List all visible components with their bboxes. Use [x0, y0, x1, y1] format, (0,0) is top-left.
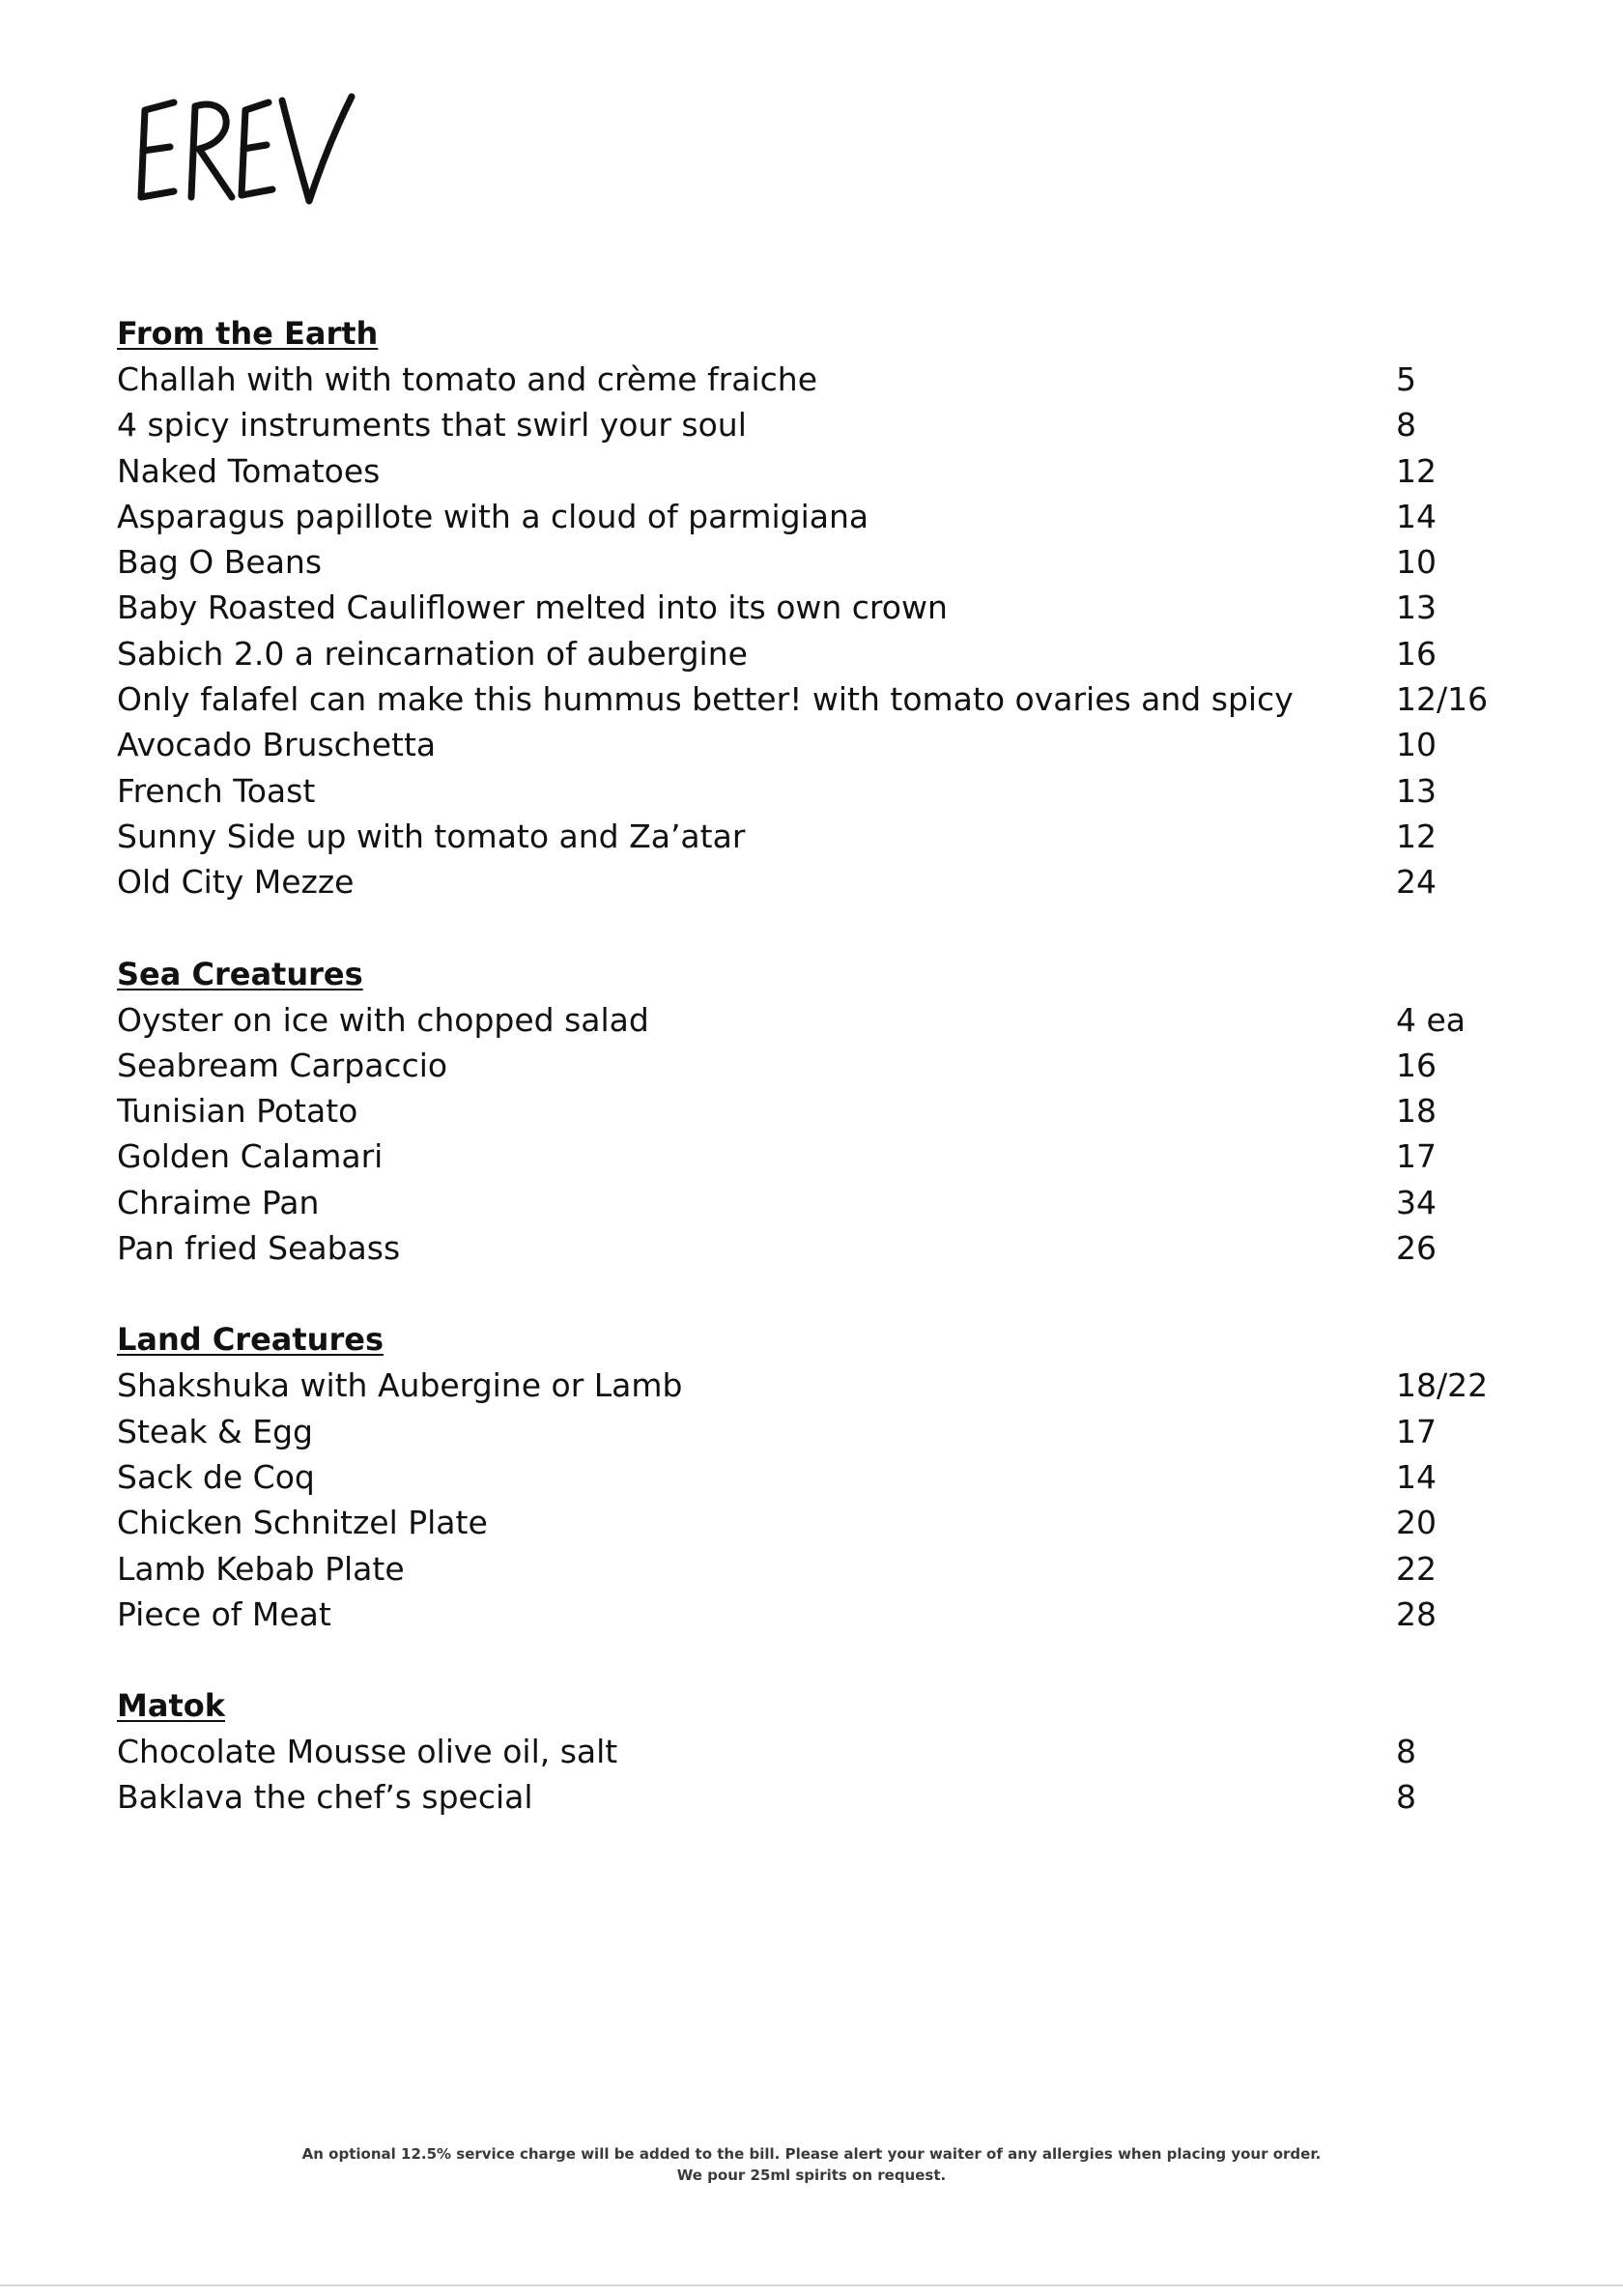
item-price: 8 — [1396, 406, 1416, 445]
item-name: Pan fried Seabass — [117, 1229, 401, 1268]
item-name: Chicken Schnitzel Plate — [117, 1504, 488, 1542]
item-price: 26 — [1396, 1229, 1437, 1268]
item-name: Sabich 2.0 a reincarnation of aubergine — [117, 634, 748, 673]
menu-item — [117, 814, 1508, 859]
menu-item — [117, 1409, 1508, 1454]
section-title: From the Earth — [117, 315, 379, 352]
item-price: 12 — [1396, 451, 1437, 490]
section-title: Sea Creatures — [117, 955, 363, 992]
section-title: Land Creatures — [117, 1321, 384, 1359]
menu-item — [117, 1774, 1508, 1820]
item-price: 22 — [1396, 1549, 1437, 1588]
item-name: Asparagus papillote with a cloud of parmigiana — [117, 497, 869, 535]
item-name: Shakshuka with Aubergine or Lamb — [117, 1366, 683, 1405]
item-price: 18/22 — [1396, 1366, 1489, 1405]
item-name: Golden Calamari — [117, 1137, 384, 1176]
item-price: 12/16 — [1396, 680, 1489, 719]
menu-item — [117, 1454, 1508, 1500]
item-name: French Toast — [117, 771, 316, 810]
item-price: 20 — [1396, 1504, 1437, 1542]
menu-item — [117, 448, 1508, 494]
menu-section-land-creatures — [117, 1317, 1508, 1637]
item-price: 24 — [1396, 863, 1437, 902]
item-price: 8 — [1396, 1733, 1416, 1771]
item-name: Only falafel can make this hummus better! with tomato ovaries and spicy — [117, 680, 1294, 719]
item-name: Piece of Meat — [117, 1594, 331, 1633]
menu-item — [117, 1134, 1508, 1179]
item-name: Tunisian Potato — [117, 1092, 358, 1131]
item-price: 17 — [1396, 1137, 1437, 1176]
menu-section-sea-creatures — [117, 952, 1508, 1272]
menu-item — [117, 997, 1508, 1043]
item-name: 4 spicy instruments that swirl your soul — [117, 406, 747, 445]
menu-item — [117, 1500, 1508, 1545]
menu-item — [117, 402, 1508, 447]
menu-item — [117, 768, 1508, 814]
logo-lettering — [131, 89, 363, 215]
item-price: 13 — [1396, 588, 1437, 627]
menu-item — [117, 1225, 1508, 1271]
item-price: 14 — [1396, 497, 1437, 535]
menu-section-matok — [117, 1683, 1508, 1821]
item-price: 18 — [1396, 1092, 1437, 1131]
menu — [117, 311, 1508, 1867]
menu-item — [117, 585, 1508, 630]
menu-item — [117, 859, 1508, 904]
menu-item — [117, 1363, 1508, 1408]
menu-item — [117, 357, 1508, 402]
item-name: Steak & Egg — [117, 1412, 313, 1450]
item-price: 8 — [1396, 1778, 1416, 1817]
item-price: 5 — [1396, 360, 1416, 398]
item-price: 10 — [1396, 543, 1437, 582]
menu-item — [117, 1043, 1508, 1088]
item-name: Naked Tomatoes — [117, 451, 381, 490]
page-bottom-border — [0, 2284, 1623, 2286]
item-price: 10 — [1396, 726, 1437, 764]
menu-item — [117, 1088, 1508, 1134]
item-price: 16 — [1396, 1046, 1437, 1084]
item-price: 28 — [1396, 1594, 1437, 1633]
item-price: 13 — [1396, 771, 1437, 810]
item-name: Chocolate Mousse olive oil, salt — [117, 1733, 618, 1771]
spirits-note: We pour 25ml spirits on request. — [676, 2167, 947, 2184]
item-price: 4 ea — [1396, 1000, 1466, 1039]
item-price: 17 — [1396, 1412, 1437, 1450]
item-price: 16 — [1396, 634, 1437, 673]
item-name: Lamb Kebab Plate — [117, 1549, 405, 1588]
item-name: Chraime Pan — [117, 1183, 320, 1221]
item-name: Old City Mezze — [117, 863, 355, 902]
menu-section-from-the-earth — [117, 311, 1508, 905]
item-name: Baklava the chef’s special — [117, 1778, 533, 1817]
item-name: Challah with with tomato and crème fraiche — [117, 360, 818, 398]
menu-item — [117, 1729, 1508, 1774]
item-price: 34 — [1396, 1183, 1437, 1221]
item-name: Seabream Carpaccio — [117, 1046, 448, 1084]
menu-item — [117, 1592, 1508, 1637]
menu-item — [117, 676, 1508, 722]
footer-note — [0, 2143, 1623, 2186]
menu-item — [117, 631, 1508, 676]
menu-item — [117, 494, 1508, 539]
item-price: 12 — [1396, 817, 1437, 855]
item-name: Bag O Beans — [117, 543, 323, 582]
restaurant-logo — [131, 89, 363, 215]
menu-item — [117, 722, 1508, 767]
item-name: Baby Roasted Cauliflower melted into its own crown — [117, 588, 948, 627]
menu-item — [117, 1180, 1508, 1225]
item-name: Oyster on ice with chopped salad — [117, 1000, 649, 1039]
item-name: Sunny Side up with tomato and Za’atar — [117, 817, 746, 855]
section-title: Matok — [117, 1687, 225, 1725]
service-charge-note: An optional 12.5% service charge will be added to the bill. Please alert your waiter of any allergies when placing your order. — [301, 2145, 1322, 2163]
menu-item — [117, 539, 1508, 585]
menu-item — [117, 1546, 1508, 1592]
item-name: Sack de Coq — [117, 1457, 315, 1496]
item-name: Avocado Bruschetta — [117, 726, 437, 764]
item-price: 14 — [1396, 1457, 1437, 1496]
